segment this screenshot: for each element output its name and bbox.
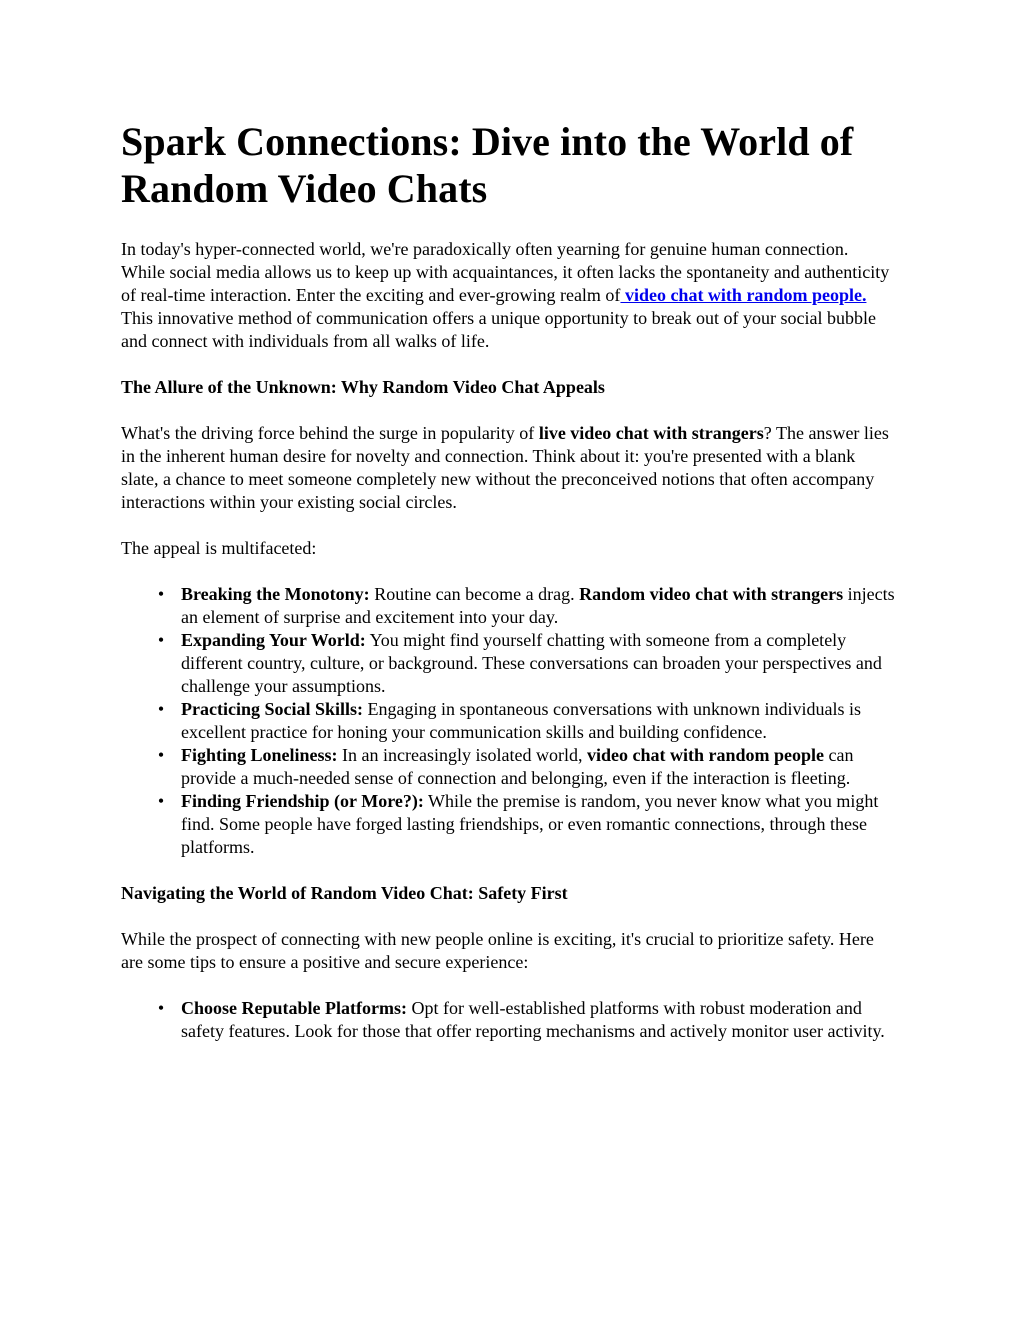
item-text: Opt for well-established platforms with robust moderation and safety features. Look for those that offer reporting mechanisms and actively monitor user activity. <box>181 998 885 1041</box>
item-text-after: injects an element of surprise and excitement into your day. <box>181 584 895 627</box>
bullet-icon: • <box>157 584 165 604</box>
list-item <box>121 629 896 698</box>
page-title: Spark Connections: Dive into the World of Random Video Chats <box>121 119 854 211</box>
item-bold: Random video chat with strangers <box>579 584 844 604</box>
bullet-icon: • <box>157 791 165 811</box>
bullet-icon: • <box>157 745 165 765</box>
list-item <box>121 997 896 1043</box>
item-text: In an increasingly isolated world, <box>337 745 587 765</box>
list-item <box>121 790 896 859</box>
intro-text: In today's hyper-connected world, we're paradoxically often yearning for genuine human connection. While social media allows us to keep up with acquaintances, it often lacks the spontaneity and authenticity of real-time interaction. Enter the exciting and ever-growing realm of <box>121 239 890 305</box>
item-text: Routine can become a drag. <box>369 584 580 604</box>
item-title: Choose Reputable Platforms: <box>181 998 407 1018</box>
item-bold: video chat with random people <box>586 745 824 765</box>
list-item <box>121 698 896 744</box>
item-title: Expanding Your World: <box>181 630 366 650</box>
safety-paragraph: While the prospect of connecting with new people online is exciting, it's crucial to prioritize safety. Here are some tips to ensure a positive and secure experience: <box>121 929 874 972</box>
allure-bold: live video chat with strangers <box>538 423 764 443</box>
article-body <box>121 118 896 1043</box>
item-text: Engaging in spontaneous conversations with unknown individuals is excellent practice for honing your communication skills and building confidence. <box>181 699 861 742</box>
list-item <box>121 583 896 629</box>
appeal-paragraph: The appeal is multifaceted: <box>121 538 317 558</box>
section-heading-safety: Navigating the World of Random Video Chat: Safety First <box>121 883 568 903</box>
item-title: Practicing Social Skills: <box>181 699 363 719</box>
bullet-icon: • <box>157 998 165 1018</box>
item-text-after: can provide a much-needed sense of connection and belonging, even if the interaction is fleeting. <box>181 745 854 788</box>
item-text: While the premise is random, you never know what you might find. Some people have forged lasting friendships, or even romantic connections, through these platforms. <box>181 791 879 857</box>
list-item <box>121 744 896 790</box>
intro-text-after: This innovative method of communication offers a unique opportunity to break out of your social bubble and connect with individuals from all walks of life. <box>121 308 877 351</box>
item-title: Breaking the Monotony: <box>181 584 370 604</box>
allure-paragraph <box>121 422 896 514</box>
safety-list <box>121 997 896 1043</box>
appeal-list <box>121 583 896 859</box>
item-title: Finding Friendship (or More?): <box>181 791 424 811</box>
bullet-icon: • <box>157 699 165 719</box>
allure-text-after: ? The answer lies in the inherent human desire for novelty and connection. Think about it: you're presented with a blank slate, a chance to meet someone completely new without the preconceived notions that often accompany interactions within your existing social circles. <box>121 423 889 512</box>
section-heading-allure: The Allure of the Unknown: Why Random Video Chat Appeals <box>121 377 605 397</box>
item-text: You might find yourself chatting with someone from a completely different country, culture, or background. These conversations can broaden your perspectives and challenge your assumptions. <box>181 630 882 696</box>
intro-paragraph <box>121 238 896 353</box>
bullet-icon: • <box>157 630 165 650</box>
item-title: Fighting Loneliness: <box>181 745 338 765</box>
allure-text: What's the driving force behind the surge in popularity of <box>121 423 539 443</box>
video-chat-link[interactable]: video chat with random people. <box>620 285 867 305</box>
